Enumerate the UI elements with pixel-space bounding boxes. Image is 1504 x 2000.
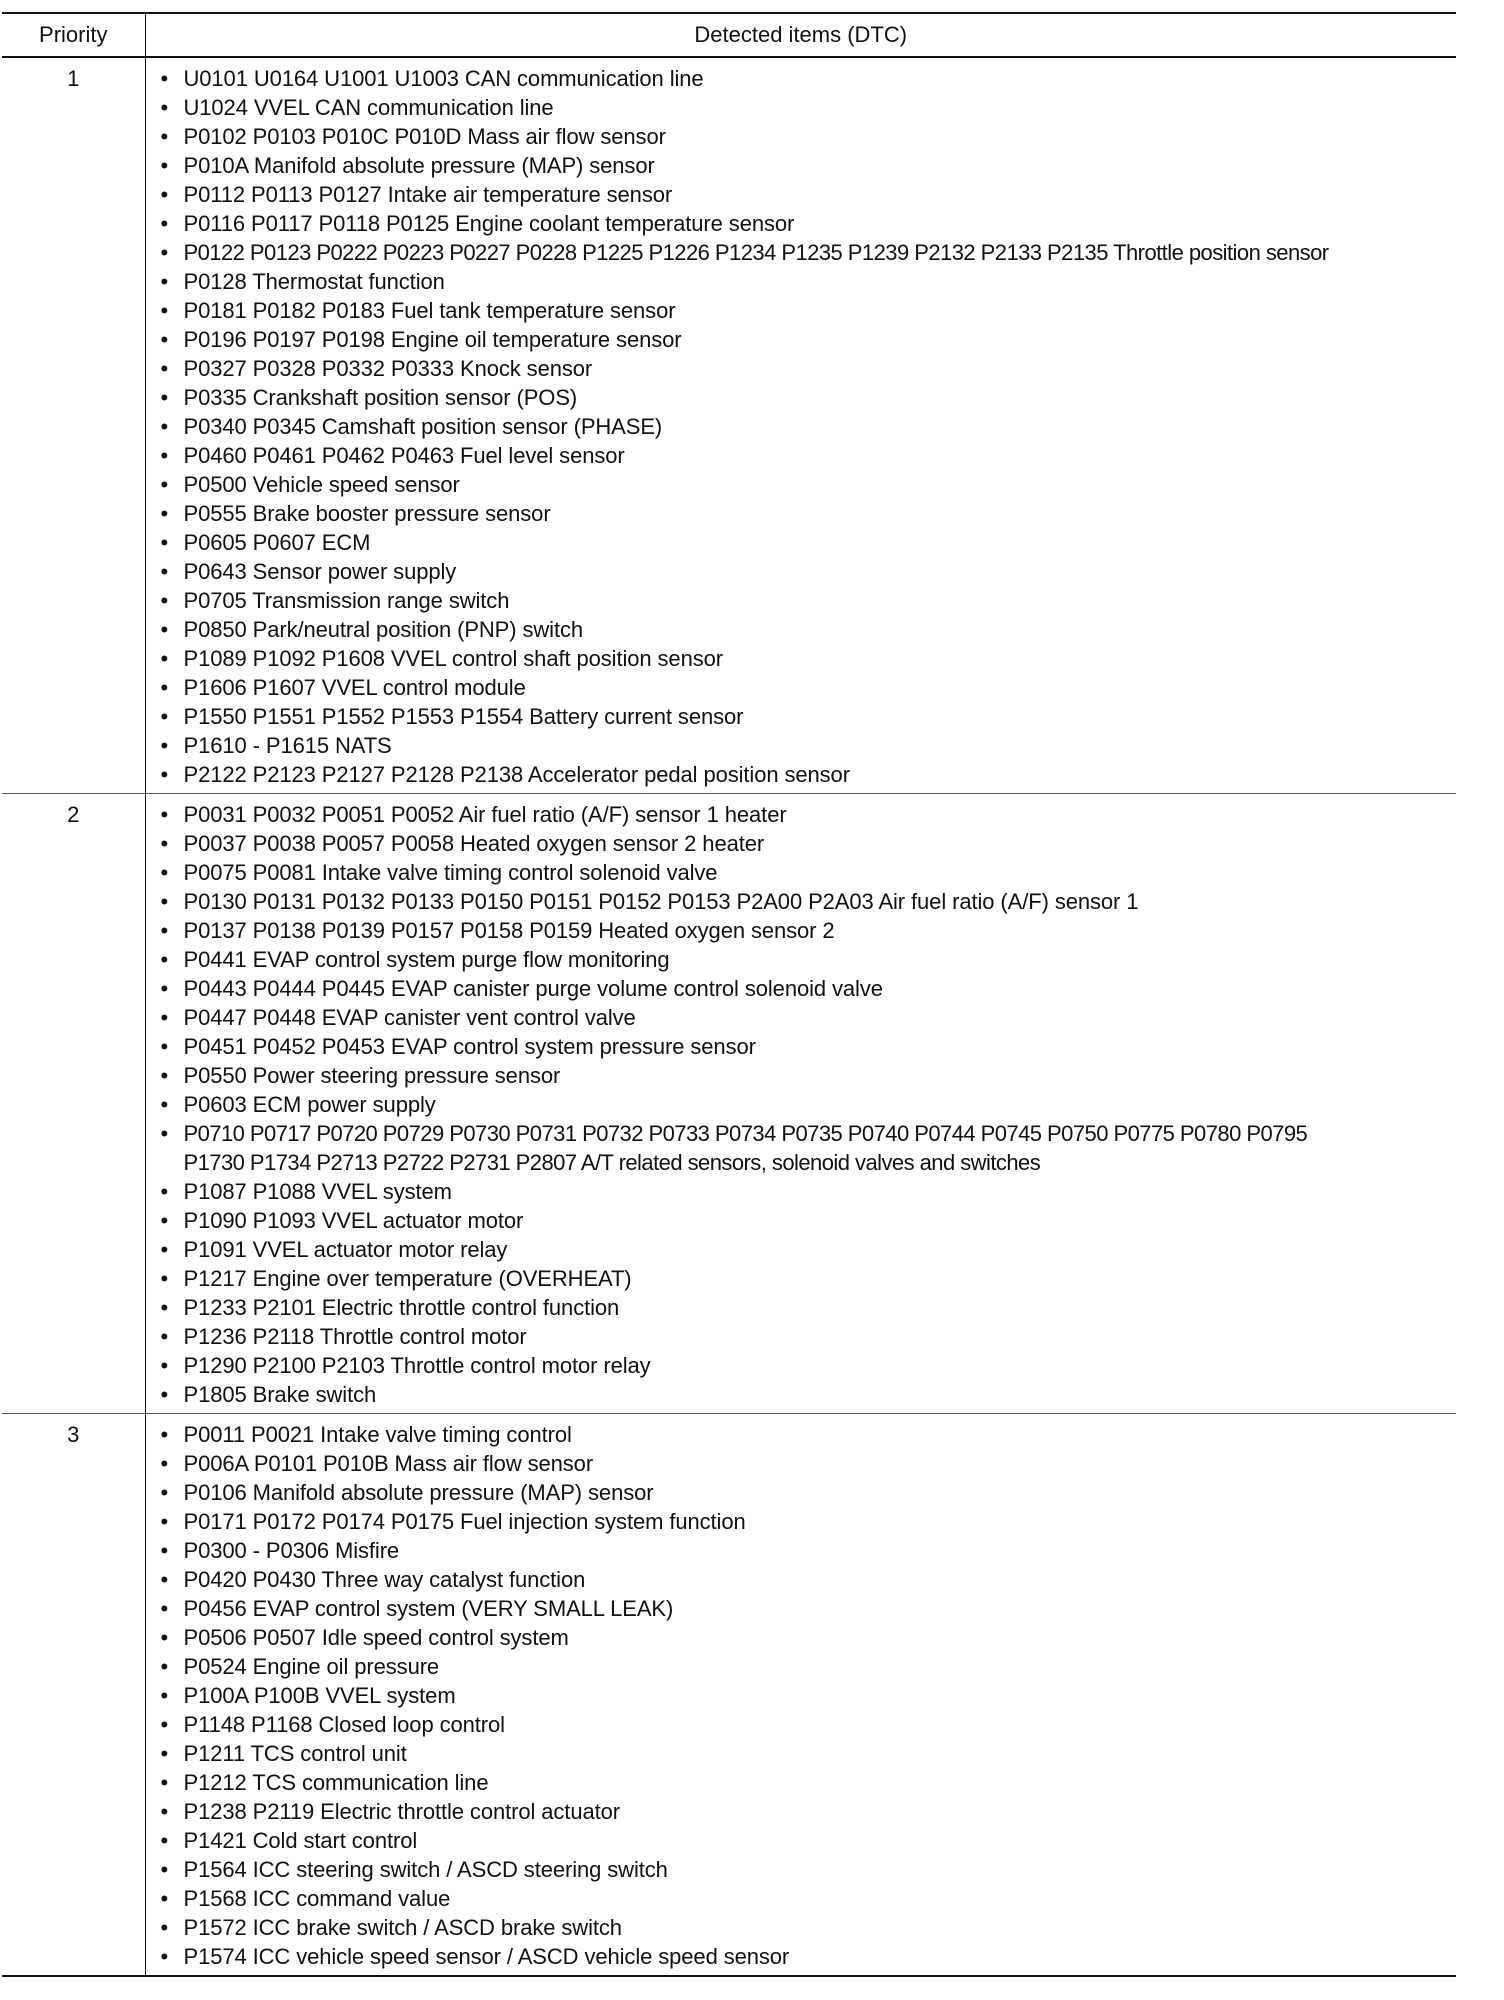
- bullet-icon: •: [160, 733, 169, 758]
- dtc-list-item: [146, 528, 1457, 557]
- bullet-icon: •: [160, 124, 169, 149]
- bullet-icon: •: [160, 1799, 169, 1824]
- bullet-icon: •: [160, 95, 169, 120]
- dtc-item-text: P0441 EVAP control system purge flow monitoring: [183, 947, 670, 972]
- dtc-list-item: [146, 1235, 1457, 1264]
- detected-items-column-header: Detected items (DTC): [145, 13, 1456, 57]
- dtc-list-item: [146, 1264, 1457, 1293]
- dtc-list-item: [146, 1594, 1457, 1623]
- dtc-item-text: P0137 P0138 P0139 P0157 P0158 P0159 Heated oxygen sensor 2: [183, 918, 835, 943]
- bullet-icon: •: [160, 860, 169, 885]
- dtc-item-text: P0524 Engine oil pressure: [183, 1654, 440, 1679]
- dtc-list-item: [146, 383, 1457, 412]
- dtc-list-item: [146, 209, 1457, 238]
- bullet-icon: •: [160, 269, 169, 294]
- bullet-icon: •: [160, 298, 169, 323]
- dtc-item-text: P0102 P0103 P010C P010D Mass air flow sensor: [183, 124, 666, 149]
- dtc-list-item: [146, 412, 1457, 441]
- dtc-item-text: P0850 Park/neutral position (PNP) switch: [183, 617, 584, 642]
- bullet-icon: •: [160, 1625, 169, 1650]
- bullet-icon: •: [160, 1063, 169, 1088]
- dtc-item-text: P1090 P1093 VVEL actuator motor: [183, 1208, 524, 1233]
- dtc-list-item: [146, 1768, 1457, 1797]
- dtc-list-item: [146, 180, 1457, 209]
- bullet-icon: •: [160, 1034, 169, 1059]
- bullet-icon: •: [160, 1712, 169, 1737]
- dtc-item-text: P0300 - P0306 Misfire: [183, 1538, 400, 1563]
- dtc-item-text: P0443 P0444 P0445 EVAP canister purge volume control solenoid valve: [183, 976, 883, 1001]
- bullet-icon: •: [160, 1480, 169, 1505]
- priority-group-2: [2, 794, 1456, 1414]
- bullet-icon: •: [160, 356, 169, 381]
- dtc-item-text: P0603 ECM power supply: [183, 1092, 436, 1117]
- dtc-list-item: [146, 1293, 1457, 1322]
- bullet-icon: •: [160, 1509, 169, 1534]
- bullet-icon: •: [160, 947, 169, 972]
- bullet-icon: •: [160, 153, 169, 178]
- dtc-list-item: [146, 615, 1457, 644]
- dtc-list-item: [146, 1420, 1457, 1449]
- dtc-list-item: [146, 673, 1457, 702]
- priority-value: 3: [2, 1414, 145, 1977]
- bullet-icon: •: [160, 1208, 169, 1233]
- dtc-list-item: [146, 1032, 1457, 1061]
- dtc-list-item: [146, 702, 1457, 731]
- dtc-item-text: P0605 P0607 ECM: [183, 530, 371, 555]
- bullet-icon: •: [160, 1237, 169, 1262]
- dtc-item-text: P100A P100B VVEL system: [183, 1683, 456, 1708]
- dtc-item-text: P0171 P0172 P0174 P0175 Fuel injection system function: [183, 1509, 746, 1534]
- dtc-item-text: P0130 P0131 P0132 P0133 P0150 P0151 P0152 P0153 P2A00 P2A03 Air fuel ratio (A/F) sensor 1: [183, 889, 1139, 914]
- dtc-item-text: P0705 Transmission range switch: [183, 588, 510, 613]
- dtc-list-item: [146, 499, 1457, 528]
- dtc-item-text: P0031 P0032 P0051 P0052 Air fuel ratio (A/F) sensor 1 heater: [183, 802, 787, 827]
- bullet-icon: •: [160, 646, 169, 671]
- dtc-list-item: [146, 1739, 1457, 1768]
- dtc-list-item: [146, 296, 1457, 325]
- dtc-list-item: [146, 1206, 1457, 1235]
- dtc-item-text: P1572 ICC brake switch / ASCD brake switch: [183, 1915, 622, 1940]
- dtc-list-item: [146, 1380, 1457, 1409]
- bullet-icon: •: [160, 1567, 169, 1592]
- dtc-list-item: [146, 858, 1457, 887]
- dtc-list-item: [146, 1565, 1457, 1594]
- priority-value: 2: [2, 794, 145, 1414]
- bullet-icon: •: [160, 1654, 169, 1679]
- dtc-item-text: P1564 ICC steering switch / ASCD steering switch: [183, 1857, 668, 1882]
- bullet-icon: •: [160, 240, 169, 265]
- dtc-item-text: P1805 Brake switch: [183, 1382, 377, 1407]
- dtc-list-item: [146, 887, 1457, 916]
- bullet-icon: •: [160, 617, 169, 642]
- dtc-item-text: U1024 VVEL CAN communication line: [183, 95, 554, 120]
- dtc-items-cell: [145, 1414, 1456, 1977]
- bullet-icon: •: [160, 1266, 169, 1291]
- dtc-list-item: [146, 1177, 1457, 1206]
- bullet-icon: •: [160, 1828, 169, 1853]
- dtc-item-text: P1236 P2118 Throttle control motor: [183, 1324, 527, 1349]
- dtc-item-text: P1148 P1168 Closed loop control: [183, 1712, 505, 1737]
- dtc-list-item: [146, 64, 1457, 93]
- bullet-icon: •: [160, 1944, 169, 1969]
- bullet-icon: •: [160, 1741, 169, 1766]
- dtc-list-item: [146, 1681, 1457, 1710]
- dtc-list-item: [146, 731, 1457, 760]
- dtc-list-item: [146, 1855, 1457, 1884]
- bullet-icon: •: [160, 501, 169, 526]
- bullet-icon: •: [160, 1683, 169, 1708]
- bullet-icon: •: [160, 675, 169, 700]
- dtc-item-text: P0112 P0113 P0127 Intake air temperature sensor: [183, 182, 673, 207]
- dtc-list-item: [146, 1478, 1457, 1507]
- dtc-item-text: P0327 P0328 P0332 P0333 Knock sensor: [183, 356, 593, 381]
- bullet-icon: •: [160, 1092, 169, 1117]
- dtc-list-item: [146, 945, 1457, 974]
- dtc-item-text: P0500 Vehicle speed sensor: [183, 472, 460, 497]
- dtc-item-text: P0075 P0081 Intake valve timing control solenoid valve: [183, 860, 718, 885]
- dtc-item-text: P0710 P0717 P0720 P0729 P0730 P0731 P0732 P0733 P0734 P0735 P0740 P0744 P0745 P0750 P0775 P0780 P0795 P1730 P1734 P2713 P2722 P2731 P2807 A/T related sensors, solenoid valves and switches: [183, 1121, 1308, 1175]
- dtc-item-text: P0420 P0430 Three way catalyst function: [183, 1567, 586, 1592]
- dtc-list-item: [146, 1913, 1457, 1942]
- dtc-list-item: [146, 470, 1457, 499]
- dtc-list-item: [146, 1826, 1457, 1855]
- dtc-item-text: P1574 ICC vehicle speed sensor / ASCD vehicle speed sensor: [183, 1944, 790, 1969]
- bullet-icon: •: [160, 66, 169, 91]
- bullet-icon: •: [160, 1857, 169, 1882]
- dtc-item-text: P1606 P1607 VVEL control module: [183, 675, 526, 700]
- dtc-item-text: P0335 Crankshaft position sensor (POS): [183, 385, 578, 410]
- dtc-item-text: P0181 P0182 P0183 Fuel tank temperature sensor: [183, 298, 676, 323]
- dtc-item-text: P0128 Thermostat function: [183, 269, 445, 294]
- dtc-item-text: P0340 P0345 Camshaft position sensor (PHASE): [183, 414, 663, 439]
- dtc-list-item: [146, 325, 1457, 354]
- bullet-icon: •: [160, 182, 169, 207]
- dtc-item-text: P1091 VVEL actuator motor relay: [183, 1237, 508, 1262]
- bullet-icon: •: [160, 889, 169, 914]
- dtc-items-cell: [145, 794, 1456, 1414]
- dtc-list-item: [146, 1623, 1457, 1652]
- dtc-item-text: P0555 Brake booster pressure sensor: [183, 501, 551, 526]
- dtc-item-text: P1087 P1088 VVEL system: [183, 1179, 452, 1204]
- bullet-icon: •: [160, 704, 169, 729]
- bullet-icon: •: [160, 976, 169, 1001]
- table-body: [2, 57, 1456, 1976]
- dtc-list: [146, 800, 1457, 1409]
- bullet-icon: •: [160, 1770, 169, 1795]
- dtc-item-text: P0451 P0452 P0453 EVAP control system pressure sensor: [183, 1034, 756, 1059]
- bullet-icon: •: [160, 1538, 169, 1563]
- dtc-list-item: [146, 1507, 1457, 1536]
- dtc-item-text: P0106 Manifold absolute pressure (MAP) sensor: [183, 1480, 654, 1505]
- dtc-item-text: P1421 Cold start control: [183, 1828, 418, 1853]
- dtc-item-text: P010A Manifold absolute pressure (MAP) sensor: [183, 153, 655, 178]
- bullet-icon: •: [160, 530, 169, 555]
- bullet-icon: •: [160, 1382, 169, 1407]
- dtc-items-cell: [145, 57, 1456, 794]
- dtc-list-item: [146, 1322, 1457, 1351]
- dtc-item-text: P006A P0101 P010B Mass air flow sensor: [183, 1451, 594, 1476]
- dtc-list-item: [146, 1884, 1457, 1913]
- bullet-icon: •: [160, 831, 169, 856]
- dtc-list-item: [146, 1003, 1457, 1032]
- bullet-icon: •: [160, 1121, 169, 1146]
- bullet-icon: •: [160, 1295, 169, 1320]
- dtc-list-item: [146, 974, 1457, 1003]
- dtc-item-text: P0011 P0021 Intake valve timing control: [183, 1422, 572, 1447]
- bullet-icon: •: [160, 1915, 169, 1940]
- dtc-list-item: [146, 557, 1457, 586]
- bullet-icon: •: [160, 1886, 169, 1911]
- dtc-item-text: P1238 P2119 Electric throttle control actuator: [183, 1799, 620, 1824]
- dtc-item-text: U0101 U0164 U1001 U1003 CAN communication line: [183, 66, 704, 91]
- dtc-list-item: [146, 1449, 1457, 1478]
- bullet-icon: •: [160, 327, 169, 352]
- dtc-list-item: [146, 1710, 1457, 1739]
- priority-group-3: [2, 1414, 1456, 1977]
- dtc-item-text: P1089 P1092 P1608 VVEL control shaft position sensor: [183, 646, 723, 671]
- bullet-icon: •: [160, 1005, 169, 1030]
- priority-value: 1: [2, 57, 145, 794]
- dtc-item-text: P0196 P0197 P0198 Engine oil temperature sensor: [183, 327, 682, 352]
- dtc-list: [146, 1420, 1457, 1971]
- dtc-list-item: [146, 586, 1457, 615]
- dtc-list-item: [146, 1536, 1457, 1565]
- dtc-item-text: P1217 Engine over temperature (OVERHEAT): [183, 1266, 632, 1291]
- bullet-icon: •: [160, 1451, 169, 1476]
- dtc-list-item: [146, 93, 1457, 122]
- bullet-icon: •: [160, 472, 169, 497]
- bullet-icon: •: [160, 802, 169, 827]
- dtc-list: [146, 64, 1457, 789]
- dtc-list-item: [146, 800, 1457, 829]
- dtc-list-item: [146, 1351, 1457, 1380]
- bullet-icon: •: [160, 443, 169, 468]
- dtc-item-text: P0506 P0507 Idle speed control system: [183, 1625, 569, 1650]
- dtc-item-text: P0037 P0038 P0057 P0058 Heated oxygen sensor 2 heater: [183, 831, 765, 856]
- dtc-item-text: P1568 ICC command value: [183, 1886, 451, 1911]
- dtc-item-text: P1233 P2101 Electric throttle control function: [183, 1295, 620, 1320]
- dtc-item-text: P1212 TCS communication line: [183, 1770, 489, 1795]
- bullet-icon: •: [160, 559, 169, 584]
- dtc-list-item: [146, 644, 1457, 673]
- dtc-list-item: [146, 1090, 1457, 1119]
- dtc-list-item: [146, 354, 1457, 383]
- dtc-item-text: P1550 P1551 P1552 P1553 P1554 Battery current sensor: [183, 704, 744, 729]
- dtc-list-item: [146, 151, 1457, 180]
- dtc-item-text: P1610 - P1615 NATS: [183, 733, 392, 758]
- dtc-list-item: [146, 1061, 1457, 1090]
- dtc-item-text: P0456 EVAP control system (VERY SMALL LEAK): [183, 1596, 674, 1621]
- dtc-item-text: P0643 Sensor power supply: [183, 559, 457, 584]
- bullet-icon: •: [160, 414, 169, 439]
- bullet-icon: •: [160, 1179, 169, 1204]
- priority-column-header: Priority: [2, 13, 145, 57]
- dtc-priority-table: [2, 12, 1456, 1977]
- dtc-list-item: [146, 122, 1457, 151]
- dtc-list-item: [146, 1942, 1457, 1971]
- dtc-item-text: P0550 Power steering pressure sensor: [183, 1063, 561, 1088]
- bullet-icon: •: [160, 588, 169, 613]
- dtc-item-text: P0460 P0461 P0462 P0463 Fuel level sensor: [183, 443, 625, 468]
- dtc-list-item: [146, 916, 1457, 945]
- dtc-list-item: [146, 441, 1457, 470]
- priority-group-1: [2, 57, 1456, 794]
- bullet-icon: •: [160, 1324, 169, 1349]
- bullet-icon: •: [160, 918, 169, 943]
- dtc-item-text: P0447 P0448 EVAP canister vent control valve: [183, 1005, 636, 1030]
- dtc-list-item: [146, 1652, 1457, 1681]
- dtc-list-item: [146, 1797, 1457, 1826]
- dtc-list-item: [146, 238, 1457, 267]
- dtc-item-text: P1211 TCS control unit: [183, 1741, 407, 1766]
- dtc-item-text: P1290 P2100 P2103 Throttle control motor relay: [183, 1353, 651, 1378]
- dtc-list-item: [146, 267, 1457, 296]
- dtc-item-text: P0122 P0123 P0222 P0223 P0227 P0228 P1225 P1226 P1234 P1235 P1239 P2132 P2133 P2135 Throttle position sensor: [183, 240, 1329, 265]
- bullet-icon: •: [160, 1596, 169, 1621]
- bullet-icon: •: [160, 1422, 169, 1447]
- dtc-list-item: [146, 760, 1457, 789]
- dtc-item-text: P0116 P0117 P0118 P0125 Engine coolant temperature sensor: [183, 211, 795, 236]
- dtc-list-item: [146, 1119, 1457, 1177]
- bullet-icon: •: [160, 211, 169, 236]
- dtc-list-item: [146, 829, 1457, 858]
- dtc-item-text: P2122 P2123 P2127 P2128 P2138 Accelerator pedal position sensor: [183, 762, 850, 787]
- bullet-icon: •: [160, 762, 169, 787]
- bullet-icon: •: [160, 385, 169, 410]
- bullet-icon: •: [160, 1353, 169, 1378]
- table-header-row: [2, 13, 1456, 57]
